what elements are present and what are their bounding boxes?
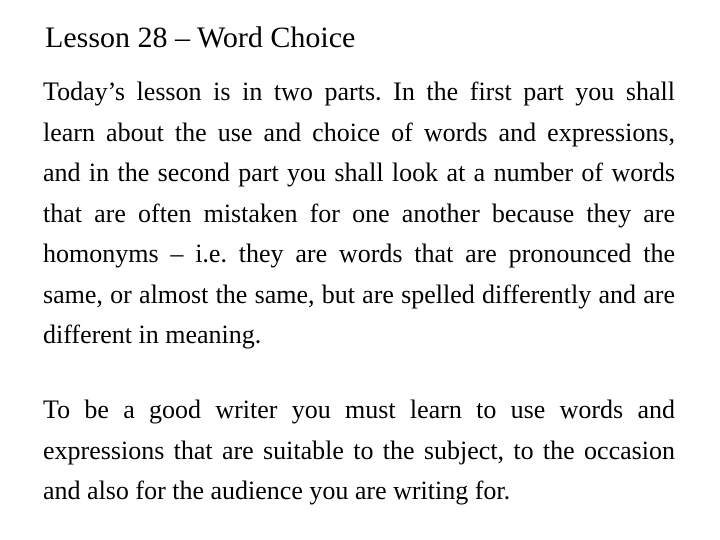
paragraph-good-writer: To be a good writer you must learn to use words and expressions that are suitable to the subject, to the occasion and also for the audience you are writing for. <box>43 395 675 505</box>
slide-title: Lesson 28 – Word Choice <box>45 21 356 54</box>
paragraph-intro: Today’s lesson is in two parts. In the first part you shall learn about the use and choice of words and expressions, and in the second part you shall look at a number of words that are often mistaken for one another because they are homonyms – i.e. they are words that are pronounced the same, or almost the same, but are spelled differently and are different in meaning. <box>43 77 675 349</box>
